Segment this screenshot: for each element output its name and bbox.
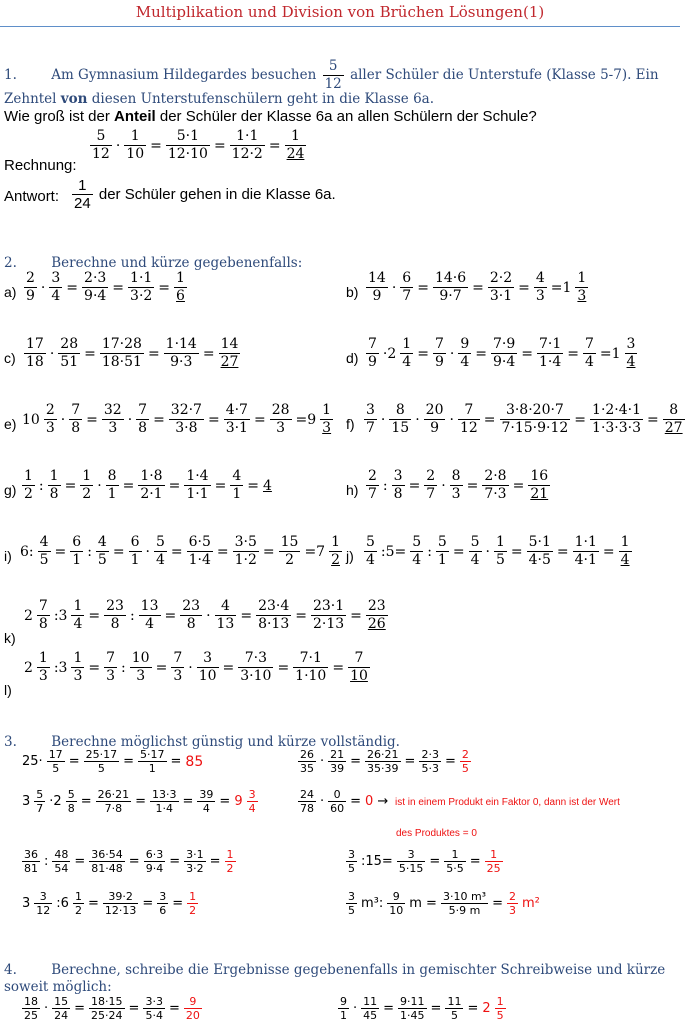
solution-f: $\frac{3}{7}$ · $\frac{8}{15}$ · $\frac{20}{9}$ · $\frac{7}{12}$ = $\frac{3\cdot 8\cdot 20\cdot 7}{7\cdot 15\cdot 9\cdot 12}$ = $\frac{1\cdot 2\cdot 4\cdot 1}{1\cdot 3\cdot 3\cdot 3}$ = $\frac{8}{27}$ [366,402,683,436]
rechnung-label: Rechnung: [4,157,77,174]
task3-calc-2: $\frac{26}{35}$ · $\frac{21}{39}$ = $\frac{26\cdot 21}{35\cdot 39}$ = $\frac{2\cdot 3}{5\cdot 3}$ = $\frac{2}{5}$ [300,748,469,775]
solution-e: 10 $\frac{2}{3}$ · $\frac{7}{8}$ = $\frac{32}{3}$ · $\frac{7}{8}$ = $\frac{32\cdot 7}{3\cdot 8}$ = $\frac{4\cdot 7}{3\cdot 1}$ = $\frac{28}{3}$ =9 $\frac{1}{3}$ [22,402,332,436]
solution-l: 2 $\frac{1}{3}$ :3 $\frac{1}{3}$ = $\frac{7}{3}$ : $\frac{10}{3}$ = $\frac{7}{3}$ · $\frac{3}{10}$ = $\frac{7\cdot 3}{3\cdot 10}$ = $\frac{7\cdot 1}{1\cdot 10}$ = $\frac{7}{10}$ [24,650,368,684]
label-e: e) [4,416,17,432]
task4-calc-1: $\frac{18}{25}$ · $\frac{15}{24}$ = $\frac{18\cdot 15}{25\cdot 24}$ = $\frac{3\cdot 3}{5\cdot 4}$ = $\frac{9}{20}$ [24,995,200,1022]
label-g: g) [4,482,17,498]
task1-calculation: $\frac{5}{12}$ · $\frac{1}{10}$ = $\frac{5\cdot 1}{12\cdot 10}$ = $\frac{1\cdot 1}{12\cdot 2}$ = $\frac{1}{24}$ [92,128,305,162]
task3-calc-5: $\frac{36}{81}$ : $\frac{48}{54}$ = $\frac{36\cdot 54}{81\cdot 48}$ = $\frac{6\cdot 3}{9\cdot 4}$ = $\frac{3\cdot 1}{3\cdot 2}$ = $\frac{1}{2}$ [24,848,234,875]
label-d: d) [346,350,359,366]
task3-calc-8: $\frac{3}{5}$ m³: $\frac{9}{10}$ m = $\frac{\text{3·10 m³}}{5\cdot 9 m}$ = $\frac{2}{3}$ m² [348,890,540,917]
label-f: f) [346,416,355,432]
page-title: Multiplikation und Division von Brüchen Lösungen(1) [0,0,680,27]
task3-calc-3: 3 $\frac{5}{7}$ ·2 $\frac{5}{8}$ = $\frac{26\cdot 21}{7\cdot 8}$ = $\frac{13\cdot 3}{1\cdot 4}$ = $\frac{39}{4}$ = 9 $\frac{3}{4}$ [22,788,256,815]
solution-i: 6: $\frac{4}{5}$ = $\frac{6}{1}$ : $\frac{4}{5}$ = $\frac{6}{1}$ · $\frac{5}{4}$ = $\frac{6\cdot 5}{1\cdot 4}$ = $\frac{3\cdot 5}{1\cdot 2}$ = $\frac{15}{2}$ =7 $\frac{1}{2}$ [20,534,340,568]
task1-line2: Zehntel von diesen Unterstufenschülern geht in die Klasse 6a. [4,91,435,107]
label-b: b) [346,284,359,300]
label-i: i) [4,548,12,564]
task4-title-line2: soweit möglich: [4,979,112,995]
task4-calc-2: $\frac{9}{1}$ · $\frac{11}{45}$ = $\frac{9\cdot 11}{1\cdot 45}$ = $\frac{11}{5}$ = 2 $\frac{1}{5}$ [340,995,504,1022]
label-c: c) [4,350,16,366]
task3-calc-6: $\frac{3}{5}$ :15= $\frac{3}{5\cdot 15}$ = $\frac{1}{5\cdot 5}$ = $\frac{1}{25}$ [348,848,501,875]
task1-answer: $\frac{1}{24}$ der Schüler gehen in die Klasse 6a. [74,177,336,212]
task3-calc-4: $\frac{24}{78}$ · $\frac{0}{60}$ = 0 → [300,788,389,815]
task3-note-line1: ist in einem Produkt ein Faktor 0, dann ist der Wert [395,797,620,808]
solution-c: $\frac{17}{18}$ · $\frac{28}{51}$ = $\frac{17\cdot 28}{18\cdot 51}$ = $\frac{1\cdot 14}{9\cdot 3}$ = $\frac{14}{27}$ [26,336,239,370]
task3-calc-1: 25· $\frac{17}{5}$ = $\frac{25\cdot 17}{5}$ = $\frac{5\cdot 17}{1}$ = 85 [22,748,204,775]
label-k: k) [4,630,16,646]
antwort-label: Antwort: [4,188,60,205]
label-l: l) [4,682,12,698]
label-a: a) [4,284,17,300]
task1-question: Wie groß ist der Anteil der Schüler der Klasse 6a an allen Schülern der Schule? [4,108,537,125]
solution-j: $\frac{5}{4}$ :5= $\frac{5}{4}$ : $\frac{5}{1}$ = $\frac{5}{4}$ · $\frac{1}{5}$ = $\frac{5\cdot 1}{4\cdot 5}$ = $\frac{1\cdot 1}{4\cdot 1}$ = $\frac{1}{4}$ [366,534,630,568]
label-h: h) [346,482,359,498]
task3-calc-7: 3 $\frac{3}{12}$ :6 $\frac{1}{2}$ = $\frac{39\cdot 2}{12\cdot 13}$ = $\frac{3}{6}$ = $\frac{1}{2}$ [22,890,197,917]
label-j: j) [346,548,354,564]
fraction-5-12: $\frac{5}{12}$ [324,58,342,92]
task2-title: 2. Berechne und kürze gegebenenfalls: [4,255,303,271]
task1-line1: 1. Am Gymnasium Hildegardes besuchen $\frac{5}{12}$ aller Schüler die Unterstufe (Klasse 5-7). Ein [4,58,659,92]
solution-h: $\frac{2}{7}$ : $\frac{3}{8}$ = $\frac{2}{7}$ · $\frac{8}{3}$ = $\frac{2\cdot 8}{7\cdot 3}$ = $\frac{16}{21}$ [368,468,549,502]
solution-d: $\frac{7}{9}$ ·2 $\frac{1}{4}$ = $\frac{7}{9}$ · $\frac{9}{4}$ = $\frac{7\cdot 9}{9\cdot 4}$ = $\frac{7\cdot 1}{1\cdot 4}$ = $\frac{7}{4}$ =1 $\frac{3}{4}$ [368,336,636,370]
task3-title: 3. Berechne möglichst günstig und kürze vollständig. [4,734,400,750]
task3-note-line2: des Produktes = 0 [396,828,477,839]
solution-a: $\frac{2}{9}$ · $\frac{3}{4}$ = $\frac{2\cdot 3}{9\cdot 4}$ = $\frac{1\cdot 1}{3\cdot 2}$ = $\frac{1}{6}$ [26,270,185,304]
task4-title-line1: 4. Berechne, schreibe die Ergebnisse gegebenenfalls in gemischter Schreibweise und kürze [4,962,666,978]
solution-b: $\frac{14}{9}$ · $\frac{6}{7}$ = $\frac{14\cdot 6}{9\cdot 7}$ = $\frac{2\cdot 2}{3\cdot 1}$ = $\frac{4}{3}$ =1 $\frac{1}{3}$ [368,270,587,304]
solution-g: $\frac{1}{2}$ : $\frac{1}{8}$ = $\frac{1}{2}$ · $\frac{8}{1}$ = $\frac{1\cdot 8}{2\cdot 1}$ = $\frac{1\cdot 4}{1\cdot 1}$ = $\frac{4}{1}$ = 4 [24,468,272,502]
solution-k: 2 $\frac{7}{8}$ :3 $\frac{1}{4}$ = $\frac{23}{8}$ : $\frac{13}{4}$ = $\frac{23}{8}$ · $\frac{4}{13}$ = $\frac{23\cdot 4}{8\cdot 13}$ = $\frac{23\cdot 1}{2\cdot 13}$ = $\frac{23}{26}$ [24,598,386,632]
